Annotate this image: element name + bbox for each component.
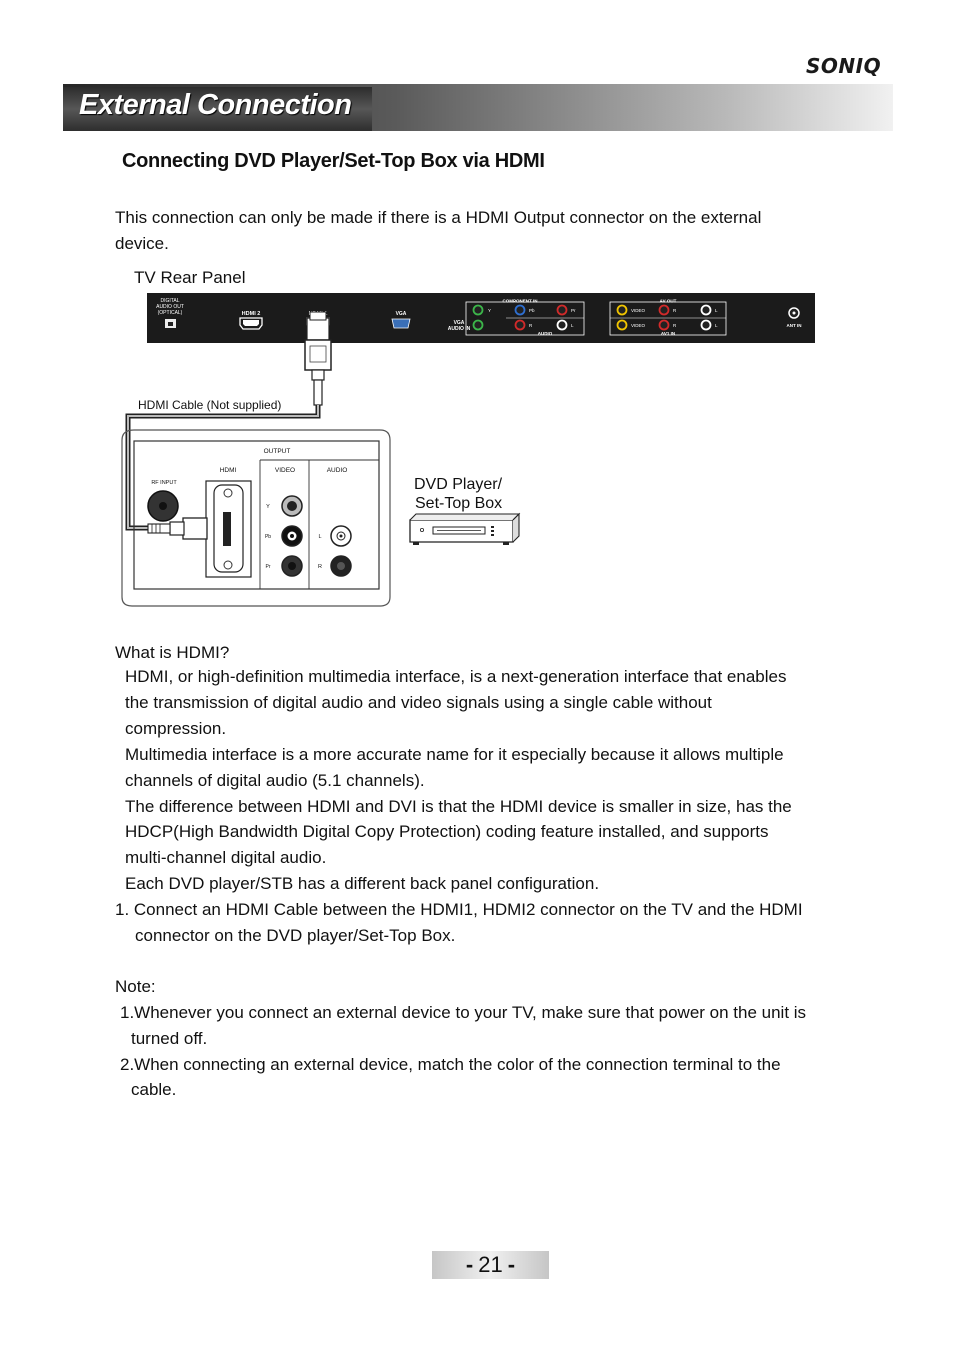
hdmi-info-line: Each DVD player/STB has a different back panel configuration. — [125, 874, 600, 893]
diagram-shape — [310, 312, 326, 320]
page-title: External Connection — [79, 89, 352, 121]
hdmi-info-line: multi-channel digital audio. — [125, 848, 327, 867]
tv-rear-panel-label: TV Rear Panel — [134, 268, 246, 287]
component-in-label: COMPONENT IN — [502, 298, 538, 304]
diagram-label: R — [318, 564, 322, 570]
diagram-shape — [288, 562, 296, 570]
optical-port-hole — [168, 322, 173, 326]
vga-label: VGA — [395, 311, 407, 317]
note-2-line-2: cable. — [131, 1080, 177, 1099]
vga-audio-in-label: AUDIO IN — [447, 326, 471, 332]
diagram-shape — [314, 380, 322, 405]
diagram-shape — [287, 501, 297, 511]
diagram-label: L — [318, 534, 322, 540]
diagram-shape — [793, 312, 796, 315]
diagram-label: Pb — [529, 308, 535, 313]
diagram-label: R — [673, 323, 677, 328]
diagram-shape — [312, 370, 324, 380]
diagram-shape — [503, 542, 509, 545]
audio-r-jack — [516, 321, 525, 330]
hdmi-info-line: HDMI, or high-definition multimedia interface, is a next-generation interface that enables — [125, 667, 787, 686]
diagram-label: L — [571, 323, 574, 328]
diagram-shape — [337, 562, 345, 570]
audio-label: AUDIO — [537, 331, 553, 336]
dvd-player-icon — [410, 520, 513, 542]
av-out-l-jack — [702, 306, 711, 315]
step-1-line-1: 1. Connect an HDMI Cable between the HDMI1, HDMI2 connector on the TV and the HDMI — [115, 900, 803, 919]
av1-in-l-jack — [702, 321, 711, 330]
diagram-shape — [243, 320, 259, 326]
hdmi-plug-tv — [307, 318, 329, 340]
diagram-shape — [305, 340, 331, 370]
section-heading: Connecting DVD Player/Set-Top Box via HDMI — [122, 150, 545, 172]
diagram-shape — [223, 512, 231, 546]
diagram-label: L — [715, 308, 718, 313]
av1-in-video-jack — [618, 321, 627, 330]
dvd-rf-input-label: RF INPUT — [151, 480, 177, 486]
diagram-label: Pr — [571, 308, 576, 313]
vga-port — [392, 319, 410, 328]
page-number — [432, 1251, 549, 1279]
intro-line-2: device. — [115, 234, 169, 253]
page-number-dash-left: - — [465, 1252, 474, 1277]
dvd-player-label-1: DVD Player/ — [414, 476, 503, 493]
hdmi-info-line: compression. — [125, 719, 227, 738]
hdmi-info-line: the transmission of digital audio and video signals using a single cable without — [125, 693, 712, 712]
diagram-shape — [148, 524, 170, 533]
dvd-video-label: VIDEO — [274, 467, 296, 474]
vga-audio-jack — [474, 321, 483, 330]
av-out-video-jack — [618, 306, 627, 315]
note-title: Note: — [115, 977, 156, 996]
av-out-label: AV OUT — [659, 298, 677, 304]
intro-line-1: This connection can only be made if there is a HDMI Output connector on the external — [115, 208, 762, 227]
diagram-label: R — [673, 308, 677, 313]
diagram-label: L — [715, 323, 718, 328]
component-pr-jack — [558, 306, 567, 315]
hdmi-cable-label: HDMI Cable (Not supplied) — [138, 398, 282, 412]
diagram-label: R — [529, 323, 533, 328]
page-number-value: 21 — [478, 1252, 503, 1277]
vga-audio-in-label: VGA — [453, 320, 465, 326]
diagram-label: Pb — [264, 534, 272, 540]
diagram-label: VIDEO — [631, 323, 646, 328]
diagram-shape — [170, 522, 184, 535]
dvd-player-label-2: Set-Top Box — [415, 495, 503, 512]
diagram-label: Y — [488, 308, 492, 313]
diagram-shape — [491, 530, 494, 532]
hdmi2-label: HDMI 2 — [241, 311, 261, 317]
diagram-shape — [159, 502, 167, 510]
av1-in-r-jack — [660, 321, 669, 330]
diagram-shape — [410, 514, 519, 520]
component-y-jack — [474, 306, 483, 315]
note-2-line-1: 2.When connecting an external device, match the color of the connection terminal to the — [120, 1055, 781, 1074]
diagram-shape — [413, 542, 419, 545]
digital-audio-out-label: AUDIO OUT — [156, 304, 184, 310]
audio-l-jack — [558, 321, 567, 330]
diagram-label: VIDEO — [631, 308, 646, 313]
hdmi-info-line: channels of digital audio (5.1 channels). — [125, 771, 425, 790]
av1-in-label: AV1 IN — [660, 331, 676, 336]
hdmi-info-line: Multimedia interface is a more accurate name for it especially because it allows multiple — [125, 745, 784, 764]
hdmi-info-line: HDCP(High Bandwidth Digital Copy Protection) coding feature installed, and supports — [125, 822, 769, 841]
diagram-shape — [340, 535, 343, 538]
hdmi-info-line: The difference between HDMI and DVI is that the HDMI device is smaller in size, has the — [125, 797, 792, 816]
diagram-shape — [224, 489, 232, 497]
diagram-label: Pr — [265, 564, 271, 570]
diagram-shape — [290, 534, 294, 538]
connection-diagram — [0, 0, 954, 640]
digital-audio-out-label: DIGITAL — [160, 298, 180, 304]
dvd-output-label: OUTPUT — [263, 448, 291, 455]
dvd-audio-label: AUDIO — [326, 467, 348, 474]
step-1-line-2: connector on the DVD player/Set-Top Box. — [135, 926, 456, 945]
note-1-line-2: turned off. — [131, 1029, 208, 1048]
note-1-line-1: 1.Whenever you connect an external device to your TV, make sure that power on the unit is — [120, 1003, 807, 1022]
brand-logo: SONIQ — [806, 54, 882, 78]
digital-audio-out-label: (OPTICAL) — [157, 310, 183, 316]
component-pb-jack — [516, 306, 525, 315]
diagram-shape — [491, 526, 494, 528]
diagram-label: Y — [266, 504, 270, 510]
diagram-shape — [491, 534, 494, 536]
dvd-hdmi-label: HDMI — [219, 467, 237, 474]
hdmi-plug-dvd — [183, 518, 207, 539]
page-number-dash-right: - — [507, 1252, 516, 1277]
av-out-r-jack — [660, 306, 669, 315]
diagram-shape — [224, 561, 232, 569]
hdmi-info-title: What is HDMI? — [115, 643, 230, 662]
ant-in-label: ANT IN — [786, 323, 802, 328]
